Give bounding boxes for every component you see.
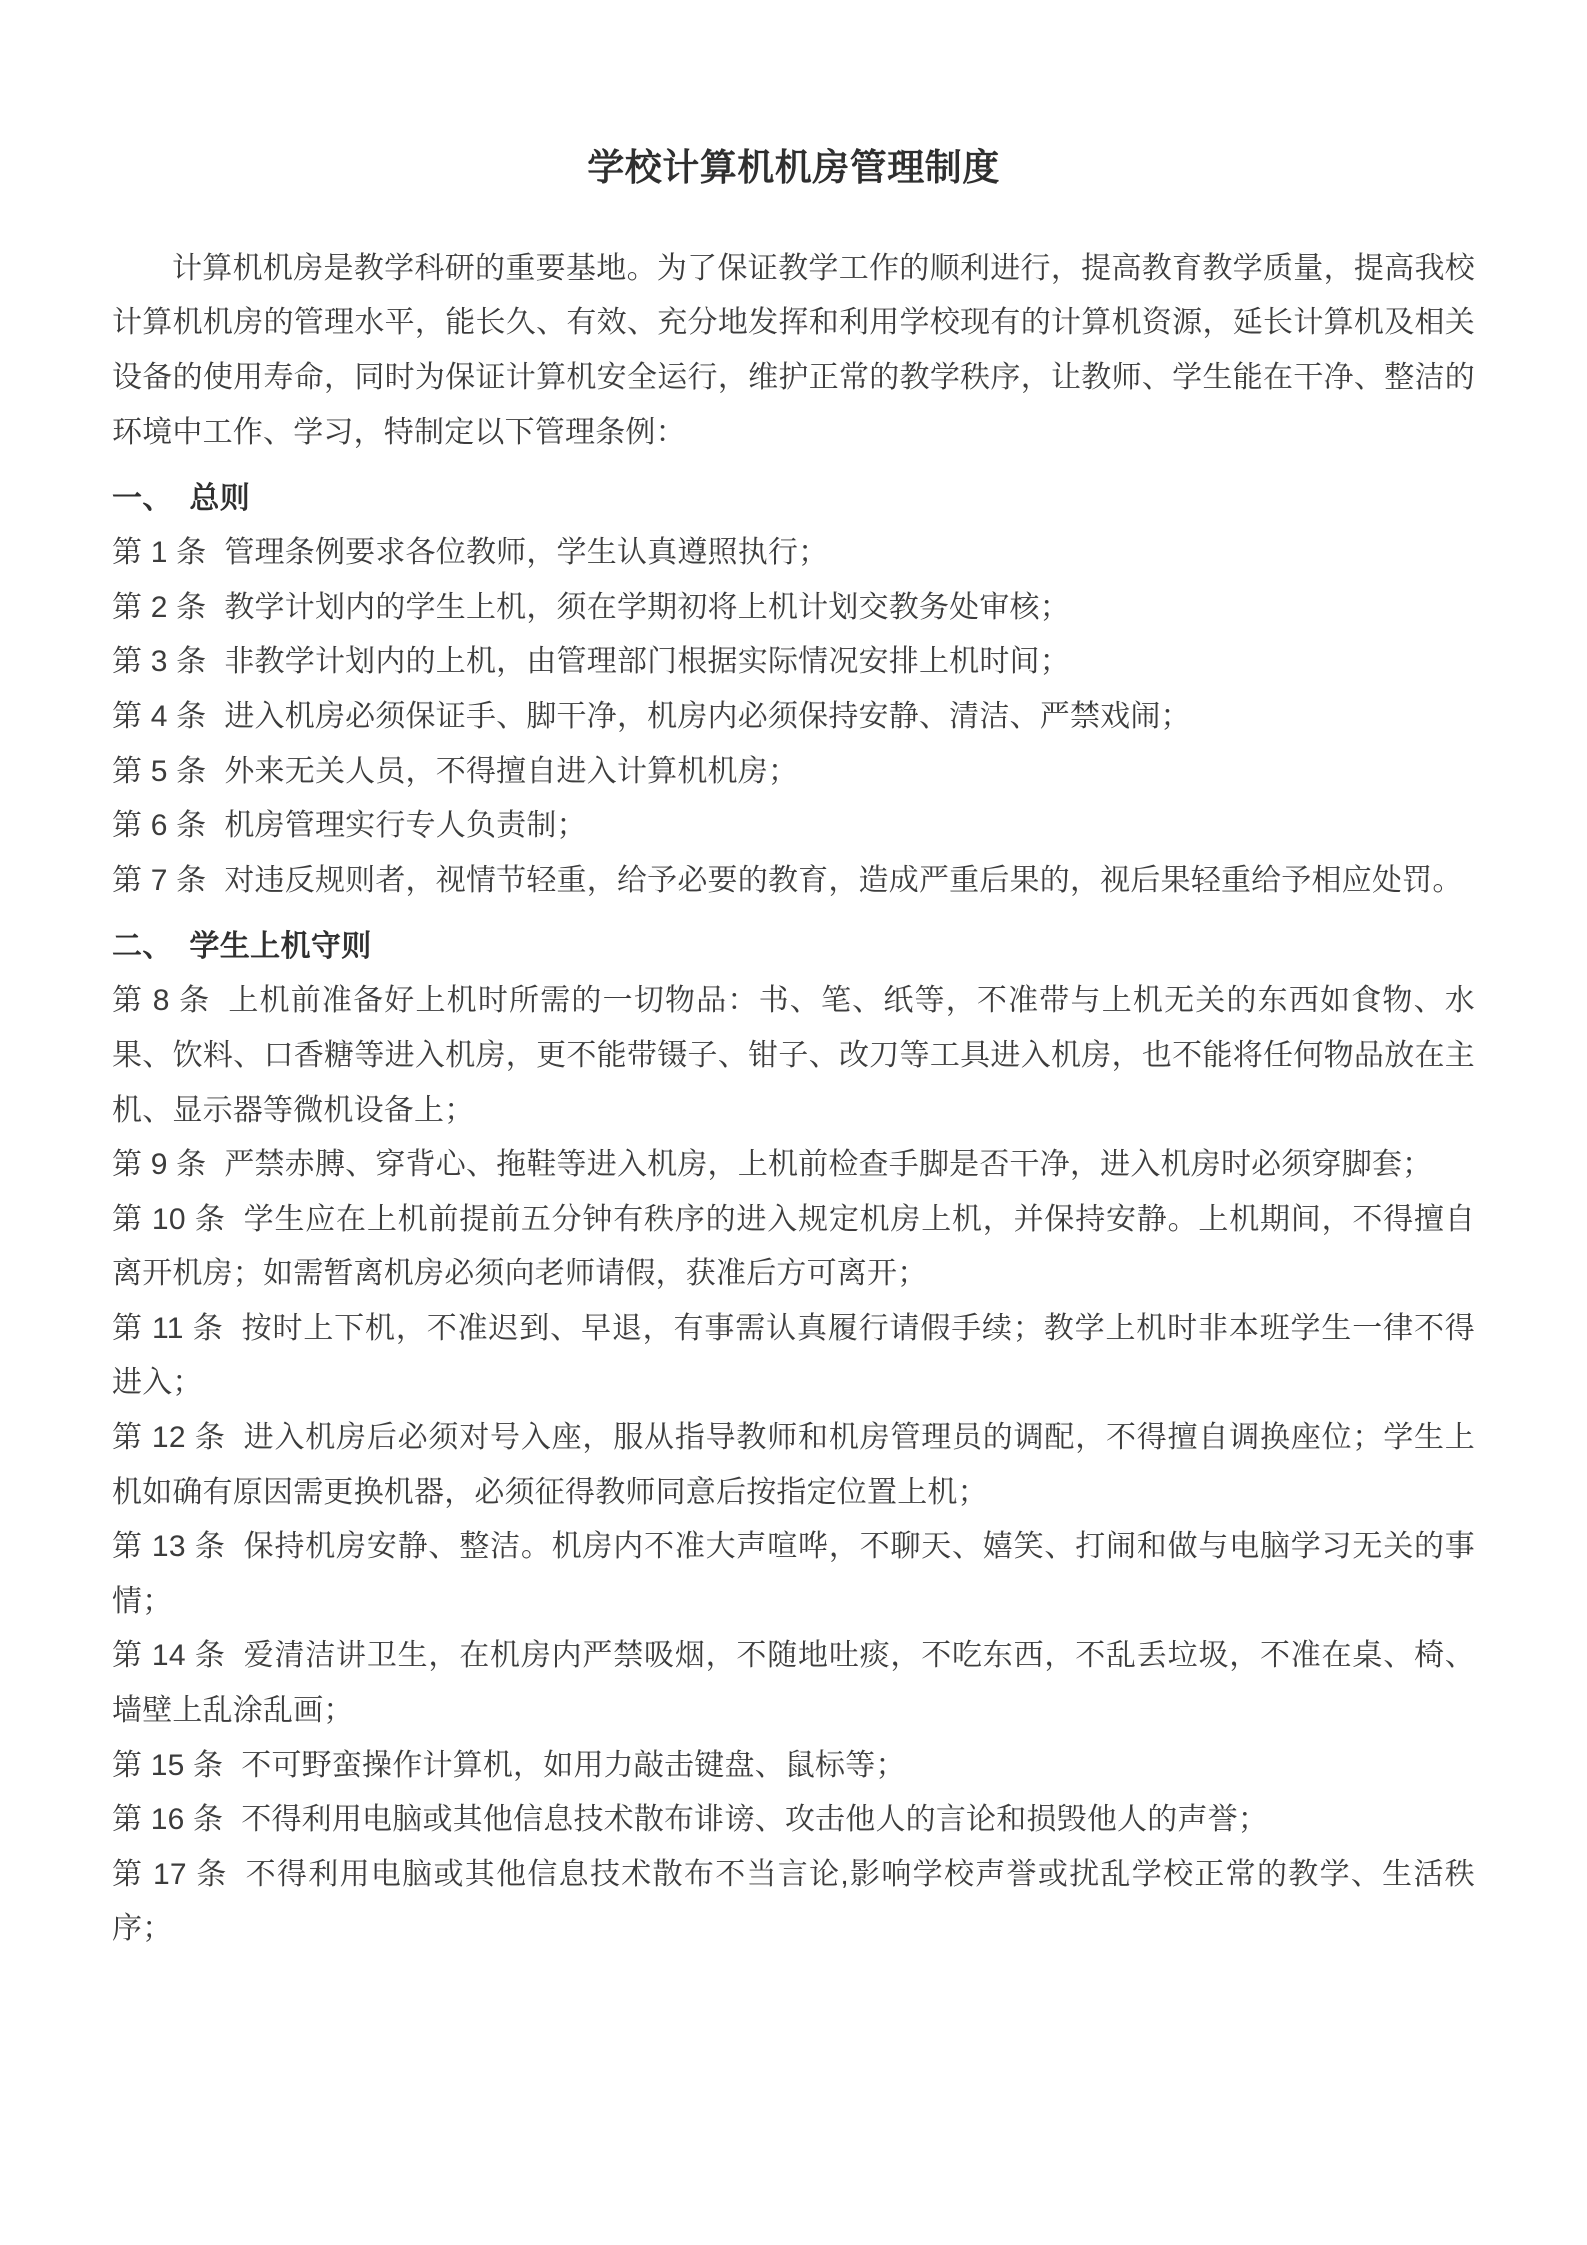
clause-item	[112, 1629, 1475, 1738]
clause-item	[112, 635, 1475, 690]
clause-number: 第 9 条	[112, 1148, 207, 1182]
clause-list-2	[112, 974, 1475, 1957]
clause-text: 学生应在上机前提前五分钟有秩序的进入规定机房上机，并保持安静。上机期间，不得擅自离开机房；如需暂离机房必须向老师请假，获准后方可离开；	[112, 1202, 1475, 1291]
clause-number: 第 12 条	[112, 1421, 226, 1455]
clause-number: 第 6 条	[112, 809, 207, 843]
clause-number: 第 15 条	[112, 1748, 224, 1782]
clause-item	[112, 1520, 1475, 1629]
clause-text: 教学计划内的学生上机，须在学期初将上机计划交教务处审核；	[224, 590, 1070, 624]
clause-item	[112, 1848, 1475, 1957]
clause-item	[112, 581, 1475, 636]
clause-number: 第 13 条	[112, 1530, 226, 1564]
clause-text: 不可野蛮操作计算机，如用力敲击键盘、鼠标等；	[241, 1748, 906, 1782]
clause-item	[112, 526, 1475, 581]
section-heading-1	[112, 472, 1475, 526]
clause-item	[112, 974, 1475, 1138]
clause-item	[112, 690, 1475, 745]
clause-number: 第 8 条	[112, 984, 211, 1018]
clause-item	[112, 1302, 1475, 1411]
clause-list-1	[112, 526, 1475, 908]
clause-number: 第 17 条	[112, 1857, 228, 1891]
intro-paragraph: 计算机机房是教学科研的重要基地。为了保证教学工作的顺利进行，提高教育教学质量，提高我校计算机机房的管理水平，能长久、有效、充分地发挥和利用学校现有的计算机资源，延长计算机及相关设备的使用寿命，同时为保证计算机安全运行，维护正常的教学秩序，让教师、学生能在干净、整洁的环境中工作、学习，特制定以下管理条例：	[112, 251, 1475, 449]
clause-text: 管理条例要求各位教师，学生认真遵照执行；	[224, 536, 829, 570]
clause-text: 不得利用电脑或其他信息技术散布诽谤、攻击他人的言论和损毁他人的声誉；	[241, 1803, 1269, 1837]
clause-text: 进入机房必须保证手、脚干净，机房内必须保持安静、清洁、严禁戏闹；	[224, 699, 1191, 733]
clause-text: 机房管理实行专人负责制；	[224, 809, 587, 843]
clause-number: 第 11 条	[112, 1311, 224, 1345]
clause-number: 第 1 条	[112, 536, 207, 570]
clause-number: 第 16 条	[112, 1803, 224, 1837]
clause-text: 外来无关人员，不得擅自进入计算机机房；	[224, 754, 799, 788]
clause-text: 上机前准备好上机时所需的一切物品：书、笔、纸等，不准带与上机无关的东西如食物、水果、饮料、口香糖等进入机房，更不能带镊子、钳子、改刀等工具进入机房，也不能将任何物品放在主机、显示器等微机设备上；	[112, 984, 1476, 1127]
clause-item	[112, 1193, 1475, 1302]
clause-item	[112, 745, 1475, 800]
clause-text: 不得利用电脑或其他信息技术散布不当言论,影响学校声誉或扰乱学校正常的教学、生活秩序；	[112, 1857, 1475, 1946]
page-title: 学校计算机机房管理制度	[587, 147, 1000, 188]
clause-text: 按时上下机，不准迟到、早退，有事需认真履行请假手续；教学上机时非本班学生一律不得进入；	[112, 1311, 1476, 1400]
clause-number: 第 3 条	[112, 645, 207, 679]
clause-number: 第 7 条	[112, 863, 207, 897]
clause-item	[112, 1739, 1475, 1794]
section-label: 学生上机守则	[189, 930, 372, 964]
clause-text: 严禁赤膊、穿背心、拖鞋等进入机房，上机前检查手脚是否干净，进入机房时必须穿脚套；	[224, 1148, 1433, 1182]
clause-number: 第 10 条	[112, 1202, 226, 1236]
section-label: 总则	[189, 482, 251, 516]
clause-item	[112, 854, 1475, 909]
clause-text: 非教学计划内的上机，由管理部门根据实际情况安排上机时间；	[224, 645, 1070, 679]
clause-text: 爱清洁讲卫生，在机房内严禁吸烟，不随地吐痰，不吃东西，不乱丢垃圾，不准在桌、椅、墙壁上乱涂乱画；	[112, 1639, 1475, 1728]
clause-text: 保持机房安静、整洁。机房内不准大声喧哗，不聊天、嬉笑、打闹和做与电脑学习无关的事情；	[112, 1530, 1475, 1618]
section-number: 一、	[112, 482, 173, 516]
clause-number: 第 4 条	[112, 699, 207, 733]
clause-item	[112, 1793, 1475, 1848]
clause-number: 第 5 条	[112, 754, 207, 788]
clause-text: 进入机房后必须对号入座，服从指导教师和机房管理员的调配，不得擅自调换座位；学生上机如确有原因需更换机器，必须征得教师同意后按指定位置上机；	[112, 1421, 1475, 1509]
clause-text: 对违反规则者，视情节轻重，给予必要的教育，造成严重后果的，视后果轻重给予相应处罚。	[224, 863, 1463, 897]
clause-item	[112, 1138, 1475, 1193]
section-number: 二、	[112, 930, 173, 964]
section-heading-2	[112, 920, 1475, 974]
clause-item	[112, 1411, 1475, 1520]
clause-number: 第 14 条	[112, 1639, 226, 1673]
clause-item	[112, 799, 1475, 854]
clause-number: 第 2 条	[112, 590, 207, 624]
